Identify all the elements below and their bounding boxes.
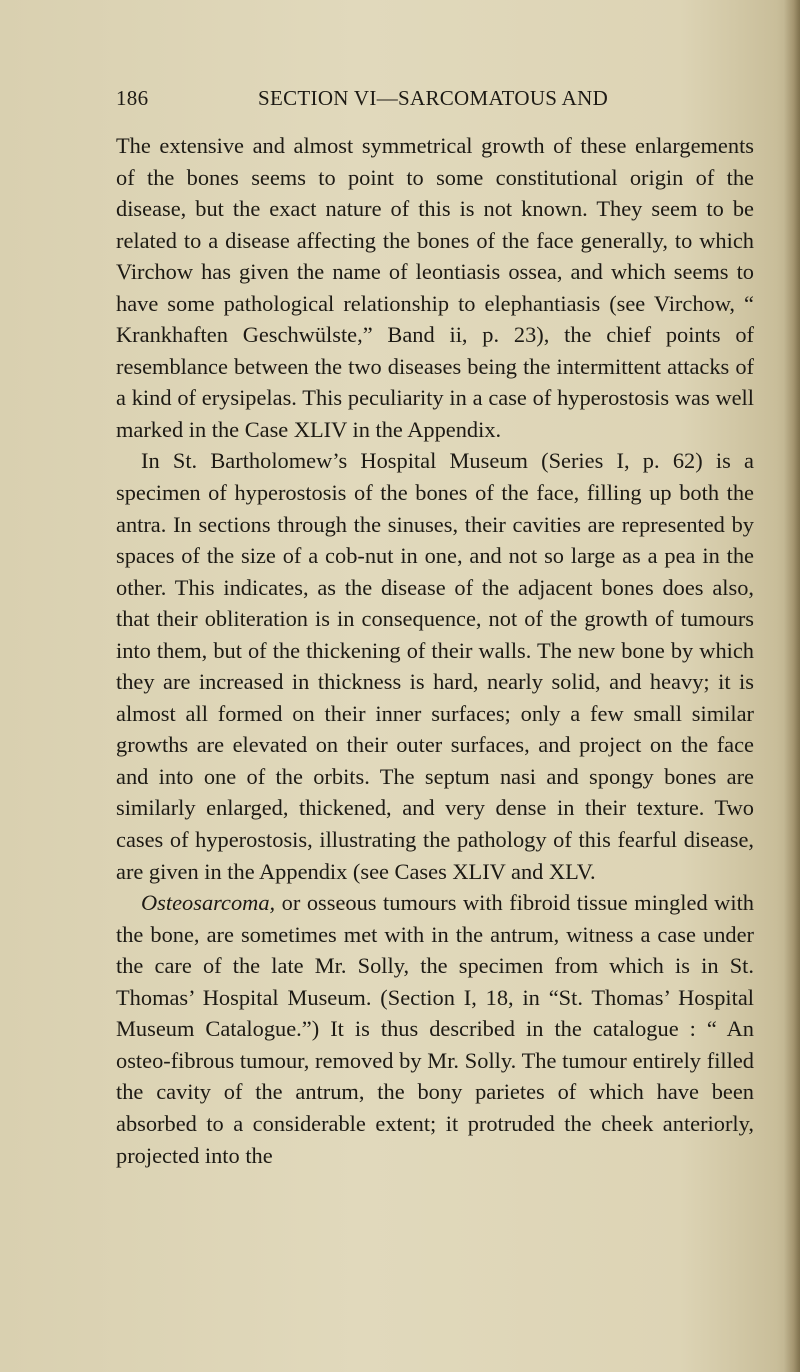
paragraph-3-italic-lead: Osteosarcoma, bbox=[141, 890, 276, 916]
paragraph-3-text: or osseous tumours with fibroid tissue mingled with the bone, are sometimes met with in the antrum, witness a case under the care of the late Mr. Solly, the specimen from which is in St. Thomas’ Hospital Museum. (Section I, 18, in “St. Thomas’ Hospital Museum Catalogue.”) It is thus described in the catalogue : “ An osteo-fibrous tumour, removed by Mr. Solly. The tumour entirely filled the cavity of the antrum, the bony parietes of which have been absorbed to a considerable extent; it protruded the cheek anteriorly, projected into the bbox=[116, 890, 754, 1168]
running-head: SECTION VI—SARCOMATOUS AND bbox=[258, 86, 609, 110]
page-edge-shadow bbox=[784, 0, 800, 1372]
page-number: 186 bbox=[116, 86, 149, 110]
body-text bbox=[116, 130, 754, 1171]
page-header bbox=[116, 86, 736, 116]
paragraph-1: The extensive and almost symmetrical growth of these enlargements of the bones seems to point to some constitutional origin of the disease, but the exact nature of this is not known. They seem to be related to a disease affecting the bones of the face generally, to which Virchow has given the name of leontiasis ossea, and which seems to have some pathological relationship to elephantiasis (see Virchow, “ Krankhaften Geschwülste,” Band ii, p. 23), the chief points of resemblance between the two diseases being the intermittent attacks of a kind of erysipelas. This peculiarity in a case of hyperostosis was well marked in the Case XLIV in the Appendix. bbox=[116, 133, 754, 442]
paragraph-3 bbox=[116, 887, 754, 1171]
paragraph-2: In St. Bartholomew’s Hospital Museum (Series I, p. 62) is a specimen of hyperostosis of the bones of the face, filling up both the antra. In sections through the sinuses, their cavities are represented by spaces of the size of a cob-nut in one, and not so large as a pea in the other. This indicates, as the disease of the adjacent bones does also, that their obliteration is in consequence, not of the growth of tumours into them, but of the thickening of their walls. The new bone by which they are increased in thickness is hard, nearly solid, and heavy; it is almost all formed on their inner surfaces; only a few small similar growths are elevated on their outer surfaces, and project on the face and into one of the orbits. The septum nasi and spongy bones are similarly enlarged, thickened, and very dense in their texture. Two cases of hyperostosis, illustrating the pathology of this fearful disease, are given in the Appendix (see Cases XLIV and XLV. bbox=[116, 448, 754, 884]
